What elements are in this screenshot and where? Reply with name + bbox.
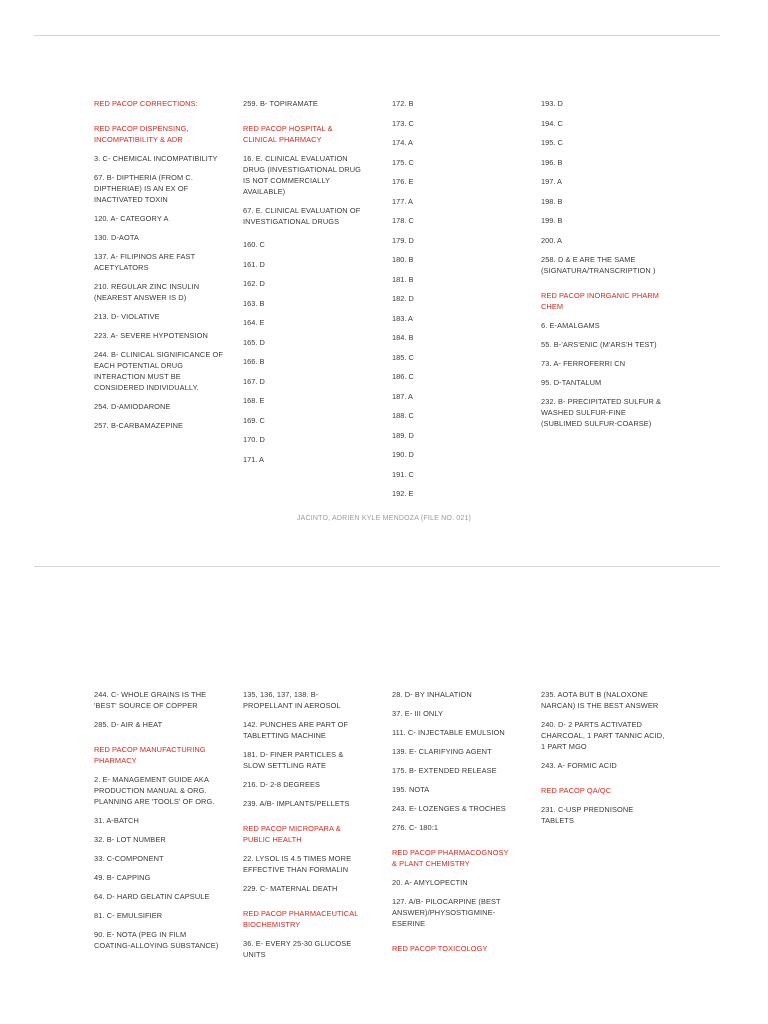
answer-number: 167. D	[243, 376, 265, 386]
answer-item: 216. D- 2-8 DEGREES	[243, 780, 321, 789]
answer-number: 189. D	[392, 430, 414, 440]
answer-number: 175. C	[392, 157, 414, 167]
answer-item: 243. A- FORMIC ACID	[541, 761, 617, 770]
section-heading: RED PACOP DISPENSING, INCOMPATIBILITY & ADR	[94, 124, 189, 144]
page2-column-2	[243, 689, 363, 968]
answer-item: 285. D- AIR & HEAT	[94, 720, 163, 729]
answer-number: 162. D	[243, 279, 265, 288]
answer-item: 127. A/B- PILOCARPINE (BEST ANSWER)/PHYSOSTIGMINE-ESERINE	[392, 897, 501, 928]
answer-item: 67. B- DIPTHERIA (FROM C. DIPTHERIAE) IS AN EX OF INACTIVATED TOXIN	[94, 173, 193, 204]
answer-number: 173. C	[392, 118, 414, 128]
answer-item: 239. A/B- IMPLANTS/PELLETS	[243, 799, 350, 808]
answer-number: 194. C	[541, 118, 563, 128]
page1-column-1	[94, 98, 224, 439]
answer-number: 193. D	[541, 99, 563, 108]
answer-item: 258. D & E ARE THE SAME (SIGNATURA/TRANSCRIPTION )	[541, 255, 656, 275]
answer-number: 177. A	[392, 196, 413, 206]
answer-item: 33. C-COMPONENT	[94, 854, 164, 863]
answer-item: 259. B- TOPIRAMATE	[243, 99, 318, 108]
answer-item: 49. B- CAPPING	[94, 873, 151, 882]
answer-item: 73. A- FERROFERRI CN	[541, 359, 626, 368]
answer-item: 36. E- EVERY 25-30 GLUCOSE UNITS	[243, 939, 352, 959]
section-heading: RED PACOP QA/QC	[541, 786, 612, 795]
answer-item: 111. C- INJECTABLE EMULSION	[392, 728, 505, 737]
answer-item: 195. NOTA	[392, 785, 430, 794]
answer-item: 223. A- SEVERE HYPOTENSION	[94, 331, 208, 340]
answer-item: 240. D- 2 PARTS ACTIVATED CHARCOAL, 1 PART TANNIC ACID, 1 PART MGO	[541, 720, 665, 751]
answer-number: 197. A	[541, 177, 562, 186]
answer-item: 130. D-AOTA	[94, 233, 139, 242]
answer-number: 174. A	[392, 138, 413, 147]
answer-item: 137. A- FILIPINOS ARE FAST ACETYLATORS	[94, 252, 196, 272]
answer-number: 181. B	[392, 274, 414, 284]
answer-number: 195. C	[541, 138, 563, 147]
answer-number: 200. A	[541, 235, 562, 245]
answer-item: 28. D- BY INHALATION	[392, 690, 472, 699]
answer-item: 135, 136, 137, 138. B- PROPELLANT IN AEROSOL	[243, 690, 341, 710]
answer-item: 254. D-AMIODARONE	[94, 402, 171, 411]
answer-item: 235. AOTA BUT B (NALOXONE NARCAN) IS THE BEST ANSWER	[541, 690, 659, 710]
answer-item: 64. D- HARD GELATIN CAPSULE	[94, 892, 210, 901]
answer-number: 183. A	[392, 313, 413, 323]
page-footer: JACINTO, ADRIEN KYLE MENDOZA (FILE NO. 021)	[296, 515, 472, 522]
answer-number: 178. C	[392, 216, 414, 225]
answer-item: 95. D-TANTALUM	[541, 378, 602, 387]
section-heading: RED PACOP PHARMACEUTICAL BIOCHEMISTRY	[243, 909, 359, 929]
answer-number: 163. B	[243, 298, 265, 308]
answer-item: 244. C- WHOLE GRAINS IS THE 'BEST' SOURCE OF COPPER	[94, 690, 207, 710]
answer-number: 168. E	[243, 396, 265, 405]
answer-number: 191. C	[392, 469, 414, 479]
answer-item: 142. PUNCHES ARE PART OF TABLETTING MACHINE	[243, 720, 349, 740]
answer-number: 198. B	[541, 196, 563, 206]
answer-item: 120. A- CATEGORY A	[94, 214, 169, 223]
answer-number: 190. D	[392, 450, 414, 459]
page2-column-3	[392, 689, 512, 962]
answer-item: 232. B- PRECIPITATED SULFUR & WASHED SULFUR-FINE (SUBLIMED SULFUR-COARSE)	[541, 397, 662, 428]
section-heading: RED PACOP TOXICOLOGY	[392, 944, 488, 953]
answer-item: 181. D- FINER PARTICLES & SLOW SETTLING RATE	[243, 750, 344, 770]
answer-number: 186. C	[392, 372, 414, 381]
page-divider	[34, 566, 720, 567]
answer-number: 187. A	[392, 391, 413, 401]
answer-number: 182. D	[392, 294, 414, 303]
answer-item: 31. A-BATCH	[94, 816, 139, 825]
page1-column-4	[541, 98, 666, 437]
answer-item: 231. C-USP PREDNISONE TABLETS	[541, 805, 634, 825]
answer-item: 175. B- EXTENDED RELEASE	[392, 766, 497, 775]
answer-item: 37. E- III ONLY	[392, 709, 444, 718]
answer-number: 164. E	[243, 318, 265, 327]
answer-number: 176. E	[392, 177, 414, 186]
section-heading: RED PACOP MICROPARA & PUBLIC HEALTH	[243, 824, 341, 844]
answer-number: 184. B	[392, 333, 414, 342]
answer-item: 229. C- MATERNAL DEATH	[243, 884, 338, 893]
page1-column-3	[392, 98, 512, 508]
answer-number: 185. C	[392, 352, 414, 362]
answer-number: 165. D	[243, 337, 265, 347]
section-heading: RED PACOP MANUFACTURING PHARMACY	[94, 745, 206, 765]
answer-number: 170. D	[243, 435, 265, 444]
answer-number: 188. C	[392, 411, 414, 420]
answer-item: 90. E- NOTA (PEG IN FILM COATING-ALLOYING SUBSTANCE)	[94, 930, 219, 950]
section-heading: RED PACOP INORGANIC PHARM CHEM	[541, 291, 660, 311]
answer-number: 196. B	[541, 157, 563, 167]
answer-number: 171. A	[243, 454, 264, 464]
answer-item: 16. E. CLINICAL EVALUATION DRUG (INVESTIGATIONAL DRUG IS NOT COMMERCIALLY AVAILABLE)	[243, 154, 361, 196]
answer-item: 67. E. CLINICAL EVALUATION OF INVESTIGATIONAL DRUGS	[243, 206, 361, 226]
answer-number: 161. D	[243, 259, 265, 269]
answer-number: 166. B	[243, 357, 265, 366]
answer-number: 169. C	[243, 415, 265, 425]
answer-item: 257. B-CARBAMAZEPINE	[94, 421, 184, 430]
answer-number: 192. E	[392, 489, 414, 498]
top-divider	[34, 35, 720, 36]
answer-number: 179. D	[392, 235, 414, 245]
answer-item: 55. B-'ARS'ENIC (M'ARS'H TEST)	[541, 340, 657, 349]
answer-number: 199. B	[541, 216, 563, 225]
section-heading: RED PACOP CORRECTIONS:	[94, 99, 198, 108]
answer-item: 243. E- LOZENGES & TROCHES	[392, 804, 506, 813]
answer-number: 180. B	[392, 255, 414, 264]
answer-item: 2. E- MANAGEMENT GUIDE AKA PRODUCTION MANUAL & ORG. PLANNING ARE 'TOOLS' OF ORG.	[94, 775, 215, 806]
answer-item: 32. B- LOT NUMBER	[94, 835, 166, 844]
page2-column-1	[94, 689, 222, 959]
answer-item: 139. E- CLARIFYING AGENT	[392, 747, 492, 756]
answer-item: 244. B- CLINICAL SIGNIFICANCE OF EACH POTENTIAL DRUG INTERACTION MUST BE CONSIDERED INDIVIDUALLY.	[94, 350, 224, 392]
answer-item: 22. LYSOL IS 4.5 TIMES MORE EFFECTIVE THAN FORMALIN	[243, 854, 352, 874]
section-heading: RED PACOP PHARMACOGNOSY & PLANT CHEMISTRY	[392, 848, 509, 868]
page1-column-2	[243, 98, 368, 473]
section-heading: RED PACOP HOSPITAL & CLINICAL PHARMACY	[243, 124, 333, 144]
page2-column-4	[541, 689, 666, 834]
answer-item: 276. C- 180:1	[392, 823, 439, 832]
answer-item: 213. D- VIOLATIVE	[94, 312, 160, 321]
answer-item: 6. E-AMALGAMS	[541, 321, 600, 330]
answer-item: 3. C- CHEMICAL INCOMPATIBILITY	[94, 154, 218, 163]
answer-number: 172. B	[392, 99, 414, 108]
answer-item: 210. REGULAR ZINC INSULIN (NEAREST ANSWER IS D)	[94, 282, 200, 302]
answer-item: 81. C- EMULSIFIER	[94, 911, 163, 920]
answer-item: 20. A- AMYLOPECTIN	[392, 878, 468, 887]
answer-number: 160. C	[243, 240, 265, 249]
